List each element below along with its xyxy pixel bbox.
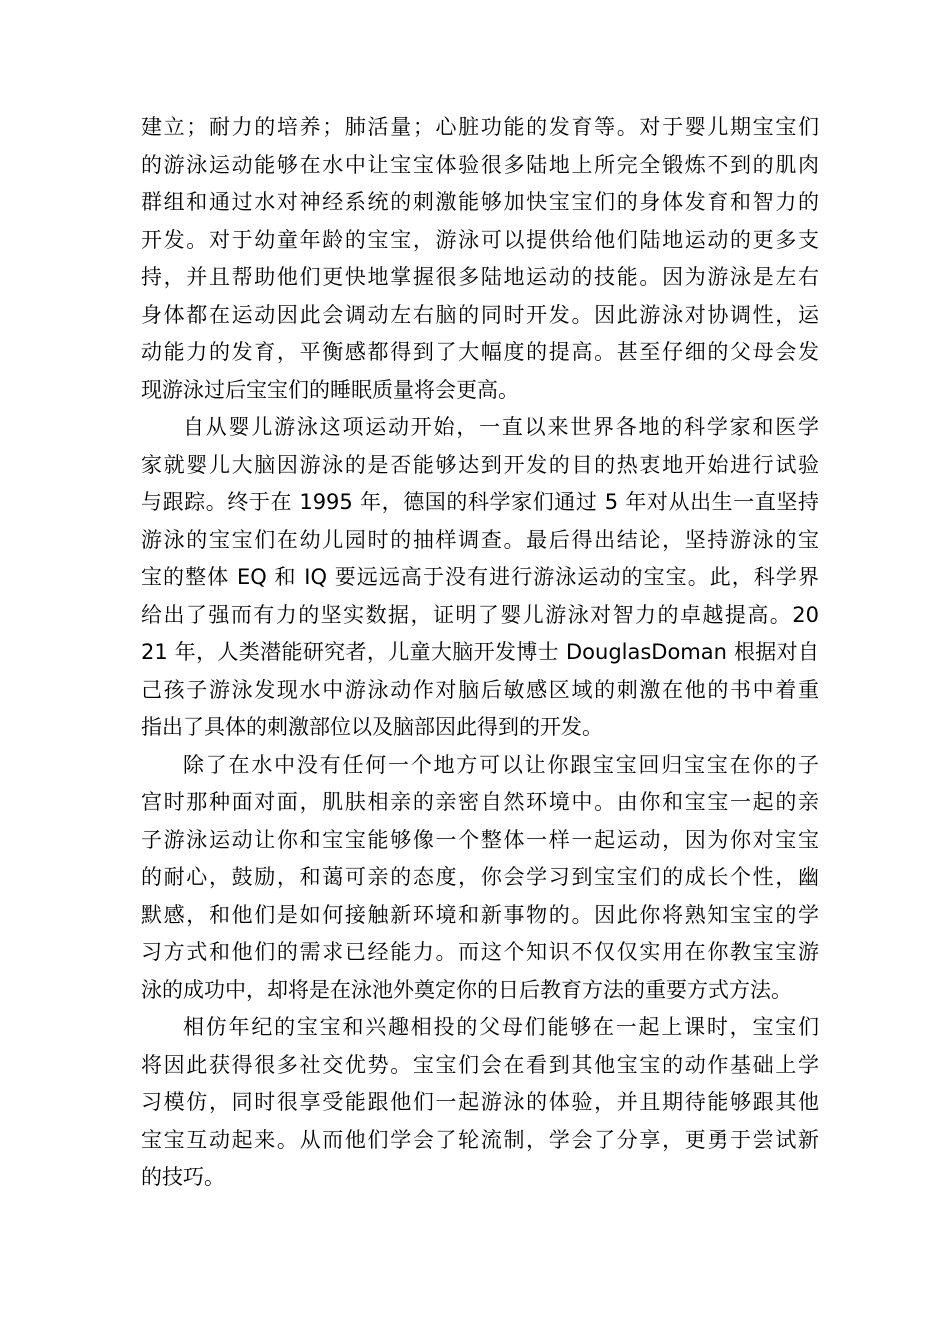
text-line: 除了在水中没有任何一个地方可以让你跟宝宝回归宝宝在你的子 — [183, 752, 819, 777]
text-line: 动能力的发育，平衡感都得到了大幅度的提高。甚至仔细的父母会发 — [141, 340, 819, 364]
text-line: 的耐心，鼓励，和蔼可亲的态度，你会学习到宝宝们的成长个性，幽 — [141, 865, 819, 889]
paragraph — [141, 747, 819, 1010]
text-line: 建立；耐力的培养；肺活量；心脏功能的发育等。对于婴儿期宝宝们 — [141, 115, 819, 139]
text-line: 习模仿，同时很享受能跟他们一起游泳的体验，并且期待能够跟其他 — [141, 1090, 819, 1114]
paragraph — [141, 109, 819, 409]
text-line: 现游泳过后宝宝们的睡眠质量将会更高。 — [141, 377, 519, 402]
text-line: 宝的整体 EQ 和 IQ 要远远高于没有进行游泳运动的宝宝。此，科学界 — [141, 565, 819, 589]
text-line: 持，并且帮助他们更快地掌握很多陆地运动的技能。因为游泳是左右 — [141, 265, 819, 289]
text-line: 宝宝互动起来。从而他们学会了轮流制，学会了分享，更勇于尝试新 — [141, 1127, 819, 1152]
text-line: 与跟踪。终于在 1995 年，德国的科学家们通过 5 年对从出生一直坚持 — [141, 490, 819, 514]
document-body — [141, 109, 819, 1197]
text-line: 相仿年纪的宝宝和兴趣相投的父母们能够在一起上课时，宝宝们 — [183, 1015, 819, 1039]
text-line: 身体都在运动因此会调动左右脑的同时开发。因此游泳对协调性，运 — [141, 302, 819, 327]
text-line: 泳的成功中，却将是在泳池外奠定你的日后教育方法的重要方式方法。 — [141, 977, 792, 1002]
text-line: 21 年，人类潜能研究者，儿童大脑开发博士 DouglasDoman 根据对自 — [141, 640, 819, 664]
text-line: 自从婴儿游泳这项运动开始，一直以来世界各地的科学家和医学 — [183, 415, 819, 439]
text-line: 群组和通过水对神经系统的刺激能够加快宝宝们的身体发育和智力的 — [141, 190, 819, 214]
text-line: 将因此获得很多社交优势。宝宝们会在看到其他宝宝的动作基础上学 — [141, 1052, 819, 1077]
text-line: 指出了具体的刺激部位以及脑部因此得到的开发。 — [141, 715, 603, 739]
text-line: 的游泳运动能够在水中让宝宝体验很多陆地上所完全锻炼不到的肌肉 — [141, 152, 819, 177]
text-line: 默感，和他们是如何接触新环境和新事物的。因此你将熟知宝宝的学 — [141, 902, 819, 927]
text-line: 家就婴儿大脑因游泳的是否能够达到开发的目的热衷地开始进行试验 — [141, 452, 819, 477]
text-line: 给出了强而有力的坚实数据，证明了婴儿游泳对智力的卓越提高。20 — [141, 602, 819, 627]
text-line: 游泳的宝宝们在幼儿园时的抽样调查。最后得出结论，坚持游泳的宝 — [141, 527, 819, 552]
text-line: 开发。对于幼童年龄的宝宝，游泳可以提供给他们陆地运动的更多支 — [141, 227, 819, 252]
text-line: 子游泳运动让你和宝宝能够像一个整体一样一起运动，因为你对宝宝 — [141, 827, 819, 852]
text-line: 己孩子游泳发现水中游泳动作对脑后敏感区域的刺激在他的书中着重 — [141, 677, 819, 702]
text-line: 习方式和他们的需求已经能力。而这个知识不仅仅实用在你教宝宝游 — [141, 940, 819, 964]
text-line: 的技巧。 — [141, 1165, 225, 1189]
text-line: 宫时那种面对面，肌肤相亲的亲密自然环境中。由你和宝宝一起的亲 — [141, 790, 819, 814]
paragraph — [141, 1009, 819, 1197]
paragraph — [141, 409, 819, 747]
